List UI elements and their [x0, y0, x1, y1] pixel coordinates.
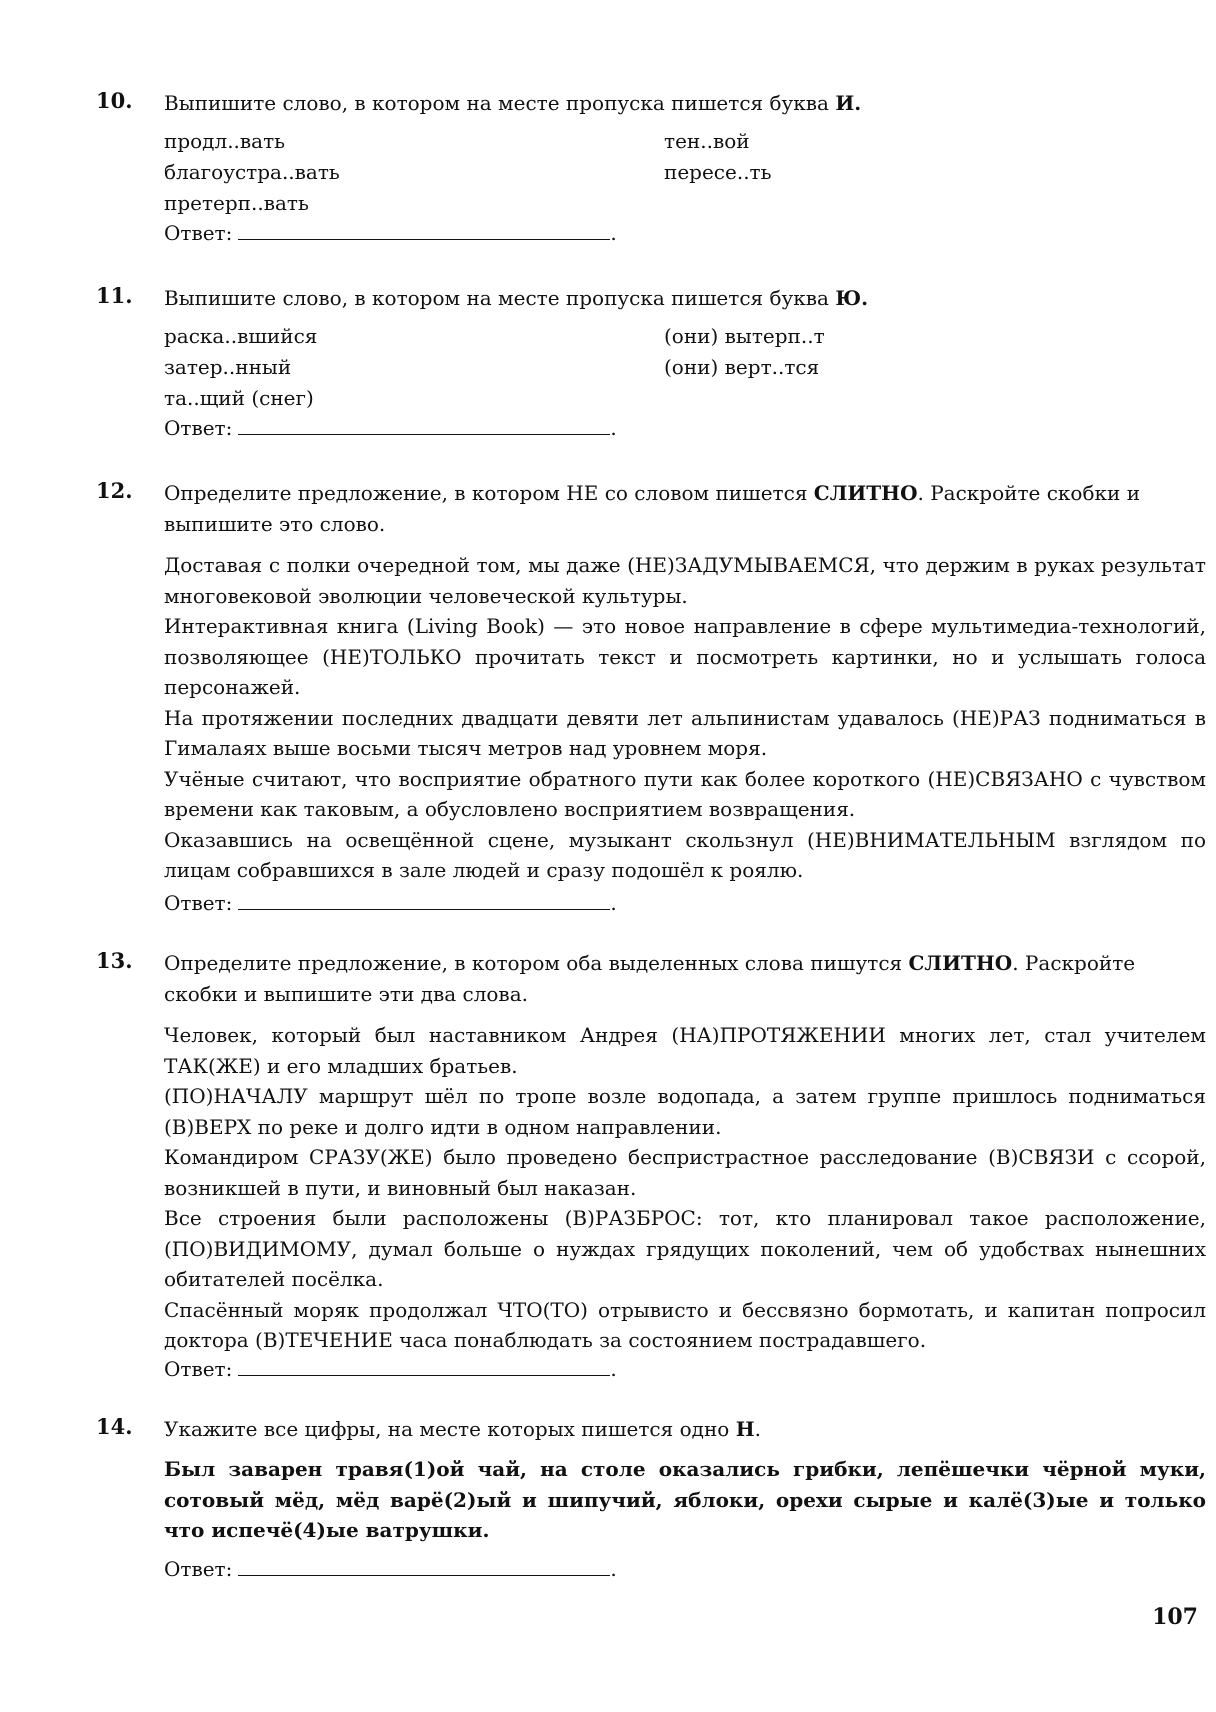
option: (они) верт..тся [664, 355, 820, 379]
option: пересе..ть [664, 160, 772, 184]
task-text [164, 1454, 1206, 1546]
answer-label: Ответ: [164, 416, 233, 440]
answer-row: Ответ: . [164, 1557, 617, 1581]
sentence: Интерактивная книга (Living Book) — это новое направление в сфере мультимедиа-технологий, позволяющее (НЕ)ТОЛЬКО прочитать текст и посмотреть картинки, но и услышать голоса персонажей. [164, 614, 1206, 699]
sentence: Все строения были расположены (В)РАЗБРОС: тот, кто планировал такое расположение, (ПО)ВИДИМОМУ, думал больше о нуждах грядущих поколений, чем об удобствах нынешних обитателей посёлка. [164, 1206, 1206, 1291]
options-right [664, 126, 772, 188]
answer-row: Ответ: . [164, 1357, 617, 1381]
answer-field[interactable] [238, 219, 610, 240]
answer-field[interactable] [238, 414, 610, 435]
task-prompt: Определите предложение, в котором НЕ со словом пишется СЛИТНО. Раскройте скобки и выпишите это слово. [164, 481, 1141, 536]
options-left [164, 321, 317, 414]
answer-row: Ответ: . [164, 221, 617, 245]
sentence: Учёные считают, что восприятие обратного пути как более короткого (НЕ)СВЯЗАНО с чувством времени как таковым, а обусловлено восприятием возвращения. [164, 766, 1206, 821]
option: (они) вытерп..т [664, 324, 825, 348]
options-right [664, 321, 825, 383]
answer-label: Ответ: [164, 1357, 233, 1381]
task-prompt: Укажите все цифры, на месте которых пишется одно Н. [164, 1417, 761, 1441]
option: тен..вой [664, 129, 750, 153]
answer-label: Ответ: [164, 891, 233, 915]
sentences [164, 550, 1206, 886]
option: та..щий (снег) [164, 386, 314, 410]
task-14 [96, 1414, 1206, 1584]
sentence: Спасённый моряк продолжал ЧТО(ТО) отрывисто и бессвязно бормотать, и капитан попросил доктора (В)ТЕЧЕНИЕ часа понаблюдать за состоянием пострадавшего. [164, 1297, 1206, 1352]
task-prompt: Выпишите слово, в котором на месте пропуска пишется буква И. [164, 91, 862, 115]
task-prompt: Определите предложение, в котором оба выделенных слова пишутся СЛИТНО. Раскройте скобки и выпишите эти два слова. [164, 951, 1136, 1006]
task-number: 12. [96, 478, 133, 503]
answer-label: Ответ: [164, 221, 233, 245]
option: претерп..вать [164, 191, 309, 215]
sentence: Командиром СРАЗУ(ЖЕ) было проведено беспристрастное расследование (В)СВЯЗИ с ссорой, возникшей в пути, и виновный был наказан. [164, 1145, 1206, 1200]
task-11 [96, 283, 1206, 453]
answer-label: Ответ: [164, 1557, 233, 1581]
answer-field[interactable] [238, 889, 610, 910]
answer-row: Ответ: . [164, 891, 617, 915]
option: раска..вшийся [164, 324, 318, 348]
sentence: Человек, который был наставником Андрея (НА)ПРОТЯЖЕНИИ многих лет, стал учителем ТАК(ЖЕ) и его младших братьев. [164, 1023, 1206, 1078]
sentences [164, 1020, 1206, 1356]
options-left [164, 126, 340, 219]
task-prompt: Выпишите слово, в котором на месте пропуска пишется буква Ю. [164, 286, 869, 310]
task-10 [96, 88, 1206, 258]
sentence: Оказавшись на освещённой сцене, музыкант скользнул (НЕ)ВНИМАТЕЛЬНЫМ взглядом по лицам собравшихся в зале людей и сразу подошёл к роялю. [164, 827, 1206, 882]
task-12 [96, 478, 1206, 918]
task-number: 14. [96, 1414, 133, 1439]
option: благоустра..вать [164, 160, 340, 184]
answer-row: Ответ: . [164, 416, 617, 440]
sentence: (ПО)НАЧАЛУ маршрут шёл по тропе возле водопада, а затем группе пришлось подниматься (В)ВЕРХ по реке и долго идти в одном направлении. [164, 1084, 1206, 1139]
task-number: 10. [96, 88, 133, 113]
answer-field[interactable] [238, 1555, 610, 1576]
answer-field[interactable] [238, 1355, 610, 1376]
sentence: Доставая с полки очередной том, мы даже (НЕ)ЗАДУМЫВАЕМСЯ, что держим в руках результат многовековой эволюции человеческой культуры. [164, 553, 1206, 608]
task-13 [96, 948, 1206, 1388]
option: продл..вать [164, 129, 286, 153]
sentence: На протяжении последних двадцати девяти лет альпинистам удавалось (НЕ)РАЗ подниматься в Гималаях выше восьми тысяч метров над уровнем моря. [164, 705, 1206, 760]
task-number: 11. [96, 283, 133, 308]
page-number: 107 [1152, 1604, 1198, 1630]
passage: Был заварен травя(1)ой чай, на столе оказались грибки, лепёшечки чёрной муки, сотовый мёд, мёд варё(2)ый и шипучий, яблоки, орехи сырые и калё(3)ые и только что испечё(4)ые ватрушки. [164, 1457, 1206, 1542]
option: затер..нный [164, 355, 292, 379]
task-number: 13. [96, 948, 133, 973]
